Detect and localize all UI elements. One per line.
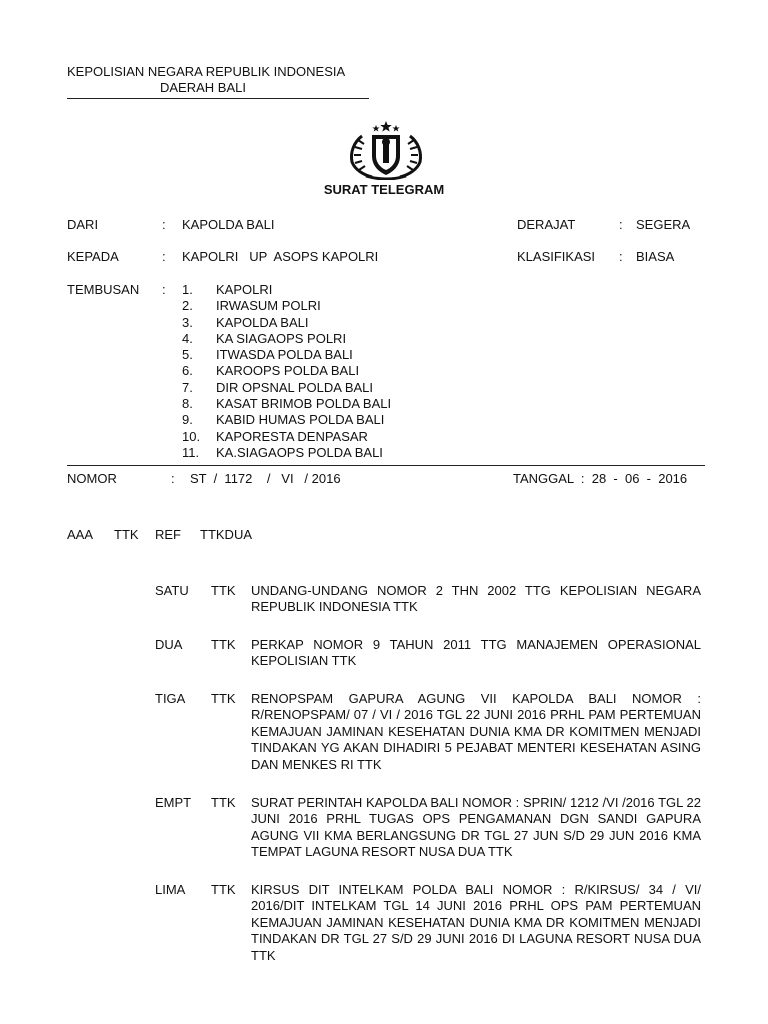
list-item: 3. KAPOLDA BALI [182,314,309,330]
list-item: 11. KA.SIAGAOPS POLDA BALI [182,444,383,460]
tembusan-colon: : [162,282,166,297]
list-item: 9. KABID HUMAS POLDA BALI [182,412,385,428]
paragraph-label: TIGA [155,691,186,706]
paragraph-text: PERKAP NOMOR 9 TAHUN 2011 TTG MANAJEMEN OPERASIONAL KEPOLISIAN TTK [251,637,701,669]
paragraph-label: SATU [155,583,189,598]
nomor-label: NOMOR [67,471,117,486]
klasifikasi-label: KLASIFIKASI [517,249,596,264]
nomor-value: ST / 1172 / VI / 2016 [190,471,341,486]
header-underline [67,98,369,99]
list-item: 1. KAPOLRI [182,282,273,297]
tanggal-value: TANGGAL : 28 - 06 - 2016 [513,471,688,486]
paragraph-label: DUA [155,637,183,652]
org-name-line1: KEPOLISIAN NEGARA REPUBLIK INDONESIA [67,64,346,79]
list-item: 10. KAPORESTA DENPASAR [182,428,368,444]
list-item: 4. KA SIAGAOPS POLRI [182,330,347,346]
tembusan-list [182,282,391,461]
ref-ttk: TTK [114,527,139,542]
list-item: 7. DIR OPSNAL POLDA BALI [182,379,374,395]
list-item: 2. IRWASUM POLRI [182,298,321,314]
dari-value: KAPOLDA BALI [182,217,275,232]
ref-ref: REF [155,527,181,542]
klasifikasi-value: BIASA [636,249,675,264]
paragraph-label: EMPT [155,795,192,810]
list-item: 6. KAROOPS POLDA BALI [182,363,360,379]
paragraph-ttk: TTK [211,882,236,897]
police-emblem-logo [344,120,428,180]
paragraph-text: KIRSUS DIT INTELKAM POLDA BALI NOMOR : R/KIRSUS/ 34 / VI/ 2016/DIT INTELKAM TGL 14 JUNI 2016 PRHL OPS PAM PERTEMUAN KEMAJUAN JAMINAN KESEHATAN DUNIA KMA DR KOMITMEN MENJADI TINDAKAN DR TGL 27 S/D 29 JUNI 2016 DI LAGUNA RESORT NUSA DUA TTK [251,882,701,963]
kepada-label: KEPADA [67,249,119,264]
ref-aaa: AAA [67,527,94,542]
document-title: SURAT TELEGRAM [323,182,445,197]
list-item: 8. KASAT BRIMOB POLDA BALI [182,396,392,412]
police-emblem-icon [344,120,428,180]
dari-colon: : [162,217,166,232]
ref-ttkdua: TTKDUA [200,527,252,542]
kepada-colon: : [162,249,166,264]
paragraph-label: LIMA [155,882,186,897]
paragraph-text: SURAT PERINTAH KAPOLDA BALI NOMOR : SPRIN/ 1212 /VI /2016 TGL 22 JUNI 2016 PRHL TUGAS OPS PENGAMANAN DGN SANDI GAPURA AGUNG VII KMA BERLANGSUNG DR TGL 27 JUN S/D 29 JUN 2016 KMA TEMPAT LAGUNA RESORT NUSA DUA TTK [251,795,701,860]
paragraph-ttk: TTK [211,637,236,652]
section-divider [67,465,705,466]
derajat-colon: : [619,217,623,232]
kepada-value: KAPOLRI UP ASOPS KAPOLRI [182,249,379,264]
derajat-label: DERAJAT [517,217,576,232]
dari-label: DARI [67,217,99,232]
paragraph-ttk: TTK [211,795,236,810]
derajat-value: SEGERA [636,217,691,232]
list-item: 5. ITWASDA POLDA BALI [182,347,353,363]
org-name-line2: DAERAH BALI [160,80,246,95]
paragraph-text: RENOPSPAM GAPURA AGUNG VII KAPOLDA BALI NOMOR : R/RENOPSPAM/ 07 / VI / 2016 TGL 22 JUNI 2016 PRHL PAM PERTEMUAN KEMAJUAN JAMINAN KESEHATAN DUNIA KMA DR KOMITMEN MENJADI TINDAKAN YG AKAN DIHADIRI 5 PEJABAT MENTERI KESEHATAN ASING DAN MENKES RI TTK [251,691,701,772]
paragraph-text: UNDANG-UNDANG NOMOR 2 THN 2002 TTG KEPOLISIAN NEGARA REPUBLIK INDONESIA TTK [251,583,701,615]
nomor-colon: : [171,471,175,486]
paragraph-ttk: TTK [211,691,236,706]
paragraph-ttk: TTK [211,583,236,598]
klasifikasi-colon: : [619,249,623,264]
tembusan-label: TEMBUSAN [67,282,140,297]
